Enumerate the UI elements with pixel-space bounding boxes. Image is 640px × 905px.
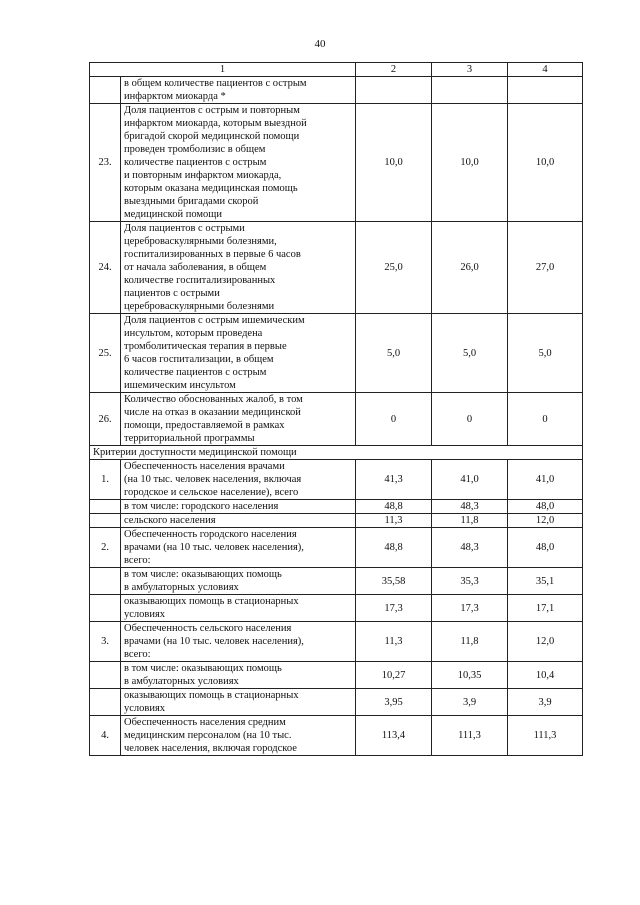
value-col-3: 48,3	[432, 500, 508, 514]
row-number: 25.	[90, 314, 121, 393]
header-col-4: 4	[508, 63, 583, 77]
value-col-4: 41,0	[508, 460, 583, 500]
value-col-2: 11,3	[356, 622, 432, 662]
value-col-3: 11,8	[432, 514, 508, 528]
row-description: Доля пациентов с острым и повторным инфарктом миокарда, которым выездной бригадой скорой медицинской помощи проведен тромболизис в общем количестве пациентов с острым и повторным инфарктом миокарда, которым оказана медицинская помощь выездными бригадами скорой медицинской помощи	[121, 104, 356, 222]
value-col-4: 27,0	[508, 222, 583, 314]
table-row	[90, 595, 583, 622]
header-col-3: 3	[432, 63, 508, 77]
row-number	[90, 568, 121, 595]
row-description: Обеспеченность населения средним медицинским персоналом (на 10 тыс. человек населения, включая городское	[121, 716, 356, 756]
table-row	[90, 689, 583, 716]
row-number	[90, 662, 121, 689]
value-col-3: 0	[432, 393, 508, 446]
value-col-2: 48,8	[356, 500, 432, 514]
table-row	[90, 716, 583, 756]
value-col-4: 10,0	[508, 104, 583, 222]
row-number: 3.	[90, 622, 121, 662]
value-col-3	[432, 77, 508, 104]
value-col-2: 113,4	[356, 716, 432, 756]
value-col-2	[356, 77, 432, 104]
row-description: оказывающих помощь в стационарных условиях	[121, 595, 356, 622]
value-col-4: 35,1	[508, 568, 583, 595]
value-col-3: 41,0	[432, 460, 508, 500]
table-row	[90, 222, 583, 314]
row-number: 24.	[90, 222, 121, 314]
row-description: Обеспеченность сельского населения врачами (на 10 тыс. человек населения), всего:	[121, 622, 356, 662]
row-number: 23.	[90, 104, 121, 222]
indicators-table	[89, 62, 583, 756]
section-row	[90, 446, 583, 460]
value-col-4: 12,0	[508, 514, 583, 528]
table-row	[90, 500, 583, 514]
row-description: в общем количестве пациентов с острым инфарктом миокарда *	[121, 77, 356, 104]
row-description: в том числе: оказывающих помощь в амбулаторных условиях	[121, 662, 356, 689]
row-description: Доля пациентов с острыми цереброваскулярными болезнями, госпитализированных в первые 6 часов от начала заболевания, в общем количестве госпитализированных пациентов с острыми цереброваскулярными болезнями	[121, 222, 356, 314]
value-col-3: 17,3	[432, 595, 508, 622]
value-col-2: 3,95	[356, 689, 432, 716]
row-number	[90, 595, 121, 622]
table-row	[90, 460, 583, 500]
table-row	[90, 514, 583, 528]
row-description: сельского населения	[121, 514, 356, 528]
value-col-3: 5,0	[432, 314, 508, 393]
value-col-2: 41,3	[356, 460, 432, 500]
row-number: 1.	[90, 460, 121, 500]
value-col-2: 10,0	[356, 104, 432, 222]
table-row	[90, 314, 583, 393]
header-row	[90, 63, 583, 77]
row-description: Количество обоснованных жалоб, в том числе на отказ в оказании медицинской помощи, предоставляемой в рамках территориальной программы	[121, 393, 356, 446]
page-number: 40	[314, 38, 326, 50]
row-number	[90, 514, 121, 528]
value-col-3: 11,8	[432, 622, 508, 662]
table-row	[90, 393, 583, 446]
value-col-3: 3,9	[432, 689, 508, 716]
value-col-4: 3,9	[508, 689, 583, 716]
value-col-4	[508, 77, 583, 104]
table-row	[90, 568, 583, 595]
value-col-3: 10,35	[432, 662, 508, 689]
value-col-4: 111,3	[508, 716, 583, 756]
row-number	[90, 77, 121, 104]
value-col-4: 48,0	[508, 528, 583, 568]
row-description: Обеспеченность населения врачами (на 10 тыс. человек населения, включая городское и сельское население), всего	[121, 460, 356, 500]
header-col-1: 1	[90, 63, 356, 77]
value-col-2: 10,27	[356, 662, 432, 689]
table-row	[90, 77, 583, 104]
value-col-4: 48,0	[508, 500, 583, 514]
value-col-3: 26,0	[432, 222, 508, 314]
value-col-3: 10,0	[432, 104, 508, 222]
table-row	[90, 622, 583, 662]
value-col-2: 17,3	[356, 595, 432, 622]
table-row	[90, 104, 583, 222]
value-col-2: 11,3	[356, 514, 432, 528]
value-col-2: 0	[356, 393, 432, 446]
row-description: в том числе: городского населения	[121, 500, 356, 514]
row-number: 4.	[90, 716, 121, 756]
row-description: Обеспеченность городского населения врачами (на 10 тыс. человек населения), всего:	[121, 528, 356, 568]
row-number: 2.	[90, 528, 121, 568]
table-row	[90, 662, 583, 689]
value-col-2: 48,8	[356, 528, 432, 568]
value-col-4: 12,0	[508, 622, 583, 662]
value-col-3: 48,3	[432, 528, 508, 568]
row-description: Доля пациентов с острым ишемическим инсультом, которым проведена тромболитическая терапия в первые 6 часов госпитализации, в общем количестве пациентов с острым ишемическим инсультом	[121, 314, 356, 393]
value-col-4: 17,1	[508, 595, 583, 622]
value-col-2: 35,58	[356, 568, 432, 595]
row-number	[90, 689, 121, 716]
table-row	[90, 528, 583, 568]
header-col-2: 2	[356, 63, 432, 77]
row-description: оказывающих помощь в стационарных условиях	[121, 689, 356, 716]
row-number	[90, 500, 121, 514]
row-description: в том числе: оказывающих помощь в амбулаторных условиях	[121, 568, 356, 595]
value-col-2: 5,0	[356, 314, 432, 393]
row-number: 26.	[90, 393, 121, 446]
value-col-4: 0	[508, 393, 583, 446]
value-col-2: 25,0	[356, 222, 432, 314]
value-col-4: 5,0	[508, 314, 583, 393]
value-col-3: 35,3	[432, 568, 508, 595]
value-col-3: 111,3	[432, 716, 508, 756]
value-col-4: 10,4	[508, 662, 583, 689]
section-title: Критерии доступности медицинской помощи	[90, 446, 583, 460]
